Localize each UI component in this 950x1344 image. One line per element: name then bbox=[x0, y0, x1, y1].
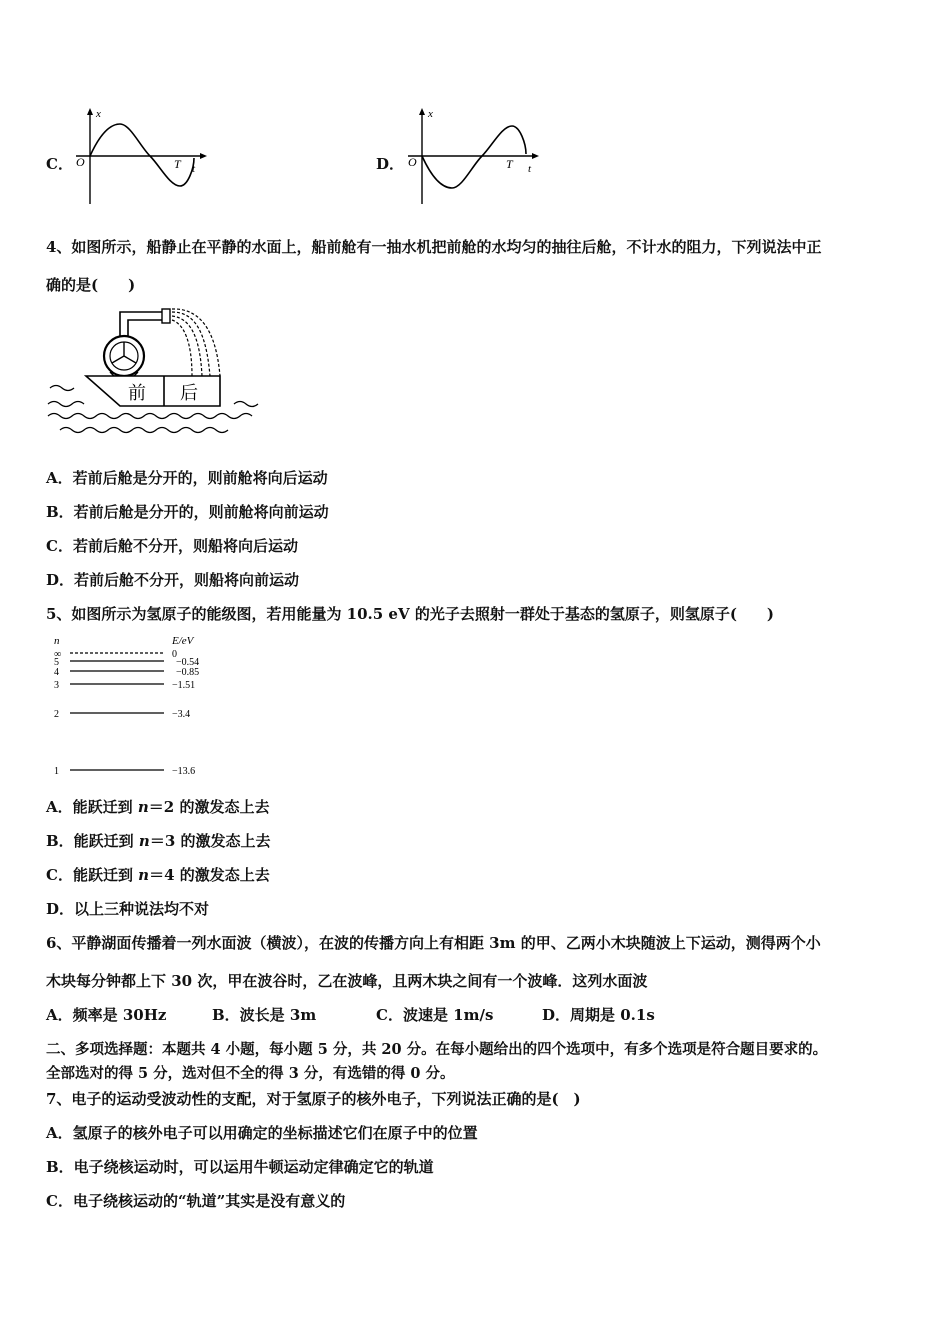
q5-stem: 5、如图所示为氢原子的能级图，若用能量为 10.5 eV 的光子去照射一群处于基态的氢原子，则氢原子( ) bbox=[46, 605, 775, 623]
section2-heading-line1: 二、多项选择题：本题共 4 小题，每小题 5 分，共 20 分。在每小题给出的四个选项中，有多个选项是符合题目要求的。 bbox=[46, 1041, 828, 1058]
level-5-e: −0.54 bbox=[176, 657, 200, 668]
q6-option-a: A．频率是 30Hz bbox=[46, 1006, 167, 1024]
axis-x-label-d: x bbox=[428, 108, 433, 120]
section2-heading-line2: 全部选对的得 5 分，选对但不全的得 3 分，有选错的得 0 分。 bbox=[46, 1065, 455, 1082]
level-1-n: 1 bbox=[54, 766, 59, 777]
level-2-e: −3.4 bbox=[172, 709, 191, 720]
level-inf-n: ∞ bbox=[54, 649, 62, 660]
level-2-n: 2 bbox=[54, 709, 59, 720]
q5-option-d: D．以上三种说法均不对 bbox=[46, 900, 210, 918]
front-cabin-label: 前 bbox=[128, 383, 146, 403]
level-1-e: −13.6 bbox=[172, 766, 196, 777]
axis-x-label-c: x bbox=[96, 108, 101, 120]
q6-option-d: D．周期是 0.1s bbox=[542, 1006, 655, 1024]
q5-option-a: A．能跃迁到 n＝2 的激发态上去 bbox=[46, 798, 270, 816]
q6-stem-line1: 6、平静湖面传播着一列水面波（横波），在波的传播方向上有相距 3m 的甲、乙两小木块随波上下运动，测得两个小 bbox=[46, 934, 821, 952]
origin-label-c: O bbox=[76, 155, 85, 169]
graph-d bbox=[406, 106, 546, 206]
q7-option-c: C．电子绕核运动的“轨道”其实是没有意义的 bbox=[46, 1192, 346, 1210]
level-3-n: 3 bbox=[54, 680, 59, 691]
period-label-c: T bbox=[174, 157, 181, 171]
origin-label-d: O bbox=[408, 155, 417, 169]
back-cabin-label: 后 bbox=[180, 383, 198, 403]
e-axis-label: E/eV bbox=[172, 635, 194, 647]
q4-stem-line1: 4、如图所示，船静止在平静的水面上，船前舱有一抽水机把前舱的水均匀的抽往后舱，不计水的阻力，下列说法中正 bbox=[46, 238, 822, 256]
level-3-e: −1.51 bbox=[172, 680, 196, 691]
option-d-label: D． bbox=[376, 155, 405, 173]
sine-curve-c bbox=[90, 124, 194, 186]
option-c-label: C． bbox=[46, 155, 73, 173]
q7-option-a: A．氢原子的核外电子可以用确定的坐标描述它们在原子中的位置 bbox=[46, 1124, 478, 1142]
q4-option-b: B．若前后舱是分开的，则前舱将向前运动 bbox=[46, 503, 329, 521]
q6-option-b: B．波长是 3m bbox=[212, 1006, 317, 1024]
q7-option-b: B．电子绕核运动时，可以运用牛顿运动定律确定它的轨道 bbox=[46, 1158, 434, 1176]
n-axis-label: n bbox=[54, 635, 60, 647]
axis-t-label-d: t bbox=[528, 163, 532, 175]
q5-option-c: C．能跃迁到 n＝4 的激发态上去 bbox=[46, 866, 270, 884]
q4-stem-line2: 确的是( ) bbox=[46, 276, 136, 294]
q5-option-b: B．能跃迁到 n＝3 的激发态上去 bbox=[46, 832, 271, 850]
level-5-n: 5 bbox=[54, 657, 59, 668]
q4-option-a: A．若前后舱是分开的，则前舱将向后运动 bbox=[46, 469, 328, 487]
q7-stem: 7、电子的运动受波动性的支配，对于氢原子的核外电子，下列说法正确的是( ) bbox=[46, 1090, 581, 1108]
q4-option-c: C．若前后舱不分开，则船将向后运动 bbox=[46, 537, 298, 555]
graph-c bbox=[74, 106, 214, 206]
period-label-d: T bbox=[506, 157, 513, 171]
level-4-n: 4 bbox=[54, 667, 59, 678]
level-4-e: −0.85 bbox=[176, 667, 200, 678]
q6-stem-line2: 木块每分钟都上下 30 次，甲在波谷时，乙在波峰，且两木块之间有一个波峰．这列水面波 bbox=[46, 972, 648, 990]
q6-option-c: C．波速是 1m/s bbox=[376, 1006, 494, 1024]
axis-t-label-c: t bbox=[192, 163, 196, 175]
level-inf-e: 0 bbox=[172, 649, 177, 660]
energy-level-diagram bbox=[48, 632, 228, 782]
q4-option-d: D．若前后舱不分开，则船将向前运动 bbox=[46, 571, 300, 589]
boat-pump-figure bbox=[44, 300, 260, 440]
